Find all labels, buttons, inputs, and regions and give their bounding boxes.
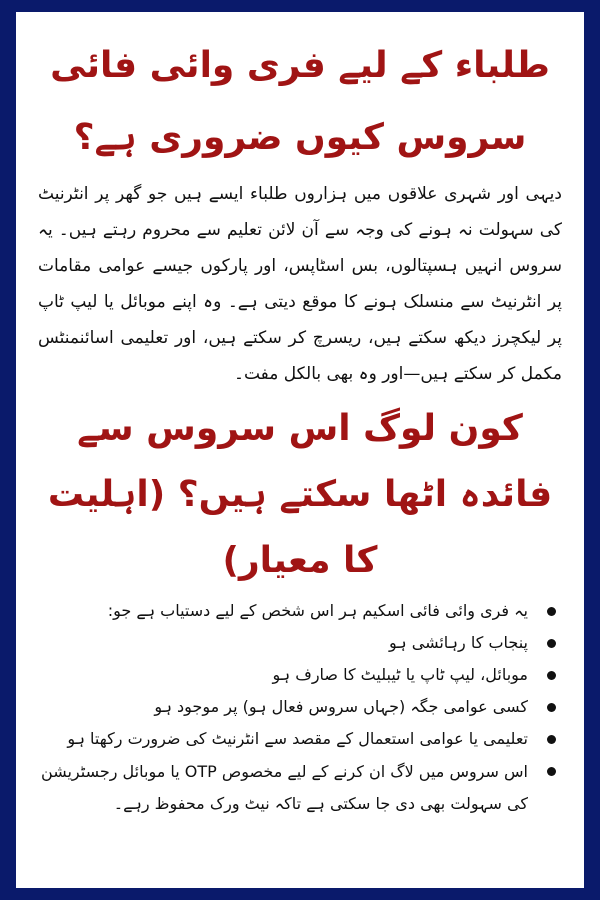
list-item-text: اس سروس میں لاگ ان کرنے کے لیے مخصوص OTP یا موبائل رجسٹریشن کی سہولت بھی دی جا سکتی ہے تاکہ نیٹ ورک محفوظ رہے۔ xyxy=(41,762,528,813)
list-item xyxy=(38,596,562,626)
eligibility-heading: کون لوگ اس سروس سے فائدہ اٹھا سکتے ہیں؟ (اہلیت کا معیار) xyxy=(47,408,553,581)
list-item xyxy=(38,660,562,690)
list-item-text: تعلیمی یا عوامی استعمال کے مقصد سے انٹرنیٹ کی ضرورت رکھتا ہو xyxy=(67,729,528,748)
bullet-icon xyxy=(547,735,556,744)
list-item-text: موبائل، لیپ ٹاپ یا ٹیبلیٹ کا صارف ہو xyxy=(272,665,528,684)
intro-paragraph: دیہی اور شہری علاقوں میں ہزاروں طلباء ایسے ہیں جو گھر پر انٹرنیٹ کی سہولت نہ ہونے کی وجہ سے آن لائن تعلیم سے محروم رہتے ہیں۔ یہ سروس انہیں ہسپتالوں، بس اسٹاپس، اور پارکوں جیسے عوامی مقامات پر انٹرنیٹ سے منسلک ہونے کا موقع دیتی ہے۔ وہ اپنے موبائل یا لیپ ٹاپ پر لیکچرز دیکھ سکتے ہیں، ریسرچ کر سکتے ہیں، اور تعلیمی اسائنمنٹس مکمل کر سکتے ہیں—اور وہ بھی بالکل مفت۔ xyxy=(38,184,562,384)
bullet-icon xyxy=(547,671,556,680)
list-item-text: یہ فری وائی فائی اسکیم ہر اس شخص کے لیے دستیاب ہے جو: xyxy=(107,601,528,620)
bullet-icon xyxy=(547,639,556,648)
article-card xyxy=(16,12,584,888)
list-item-text: کسی عوامی جگہ (جہاں سروس فعال ہو) پر موجود ہو xyxy=(154,697,528,716)
bullet-icon xyxy=(547,607,556,616)
list-item xyxy=(38,628,562,658)
list-item xyxy=(38,692,562,722)
main-heading: طلباء کے لیے فری وائی فائی سروس کیوں ضروری ہے؟ xyxy=(50,45,550,158)
list-item-text: پنجاب کا رہائشی ہو xyxy=(389,633,528,652)
list-item xyxy=(38,756,562,820)
list-item xyxy=(38,724,562,754)
bullet-icon xyxy=(547,703,556,712)
bullet-icon xyxy=(547,767,556,776)
eligibility-list xyxy=(38,596,562,820)
